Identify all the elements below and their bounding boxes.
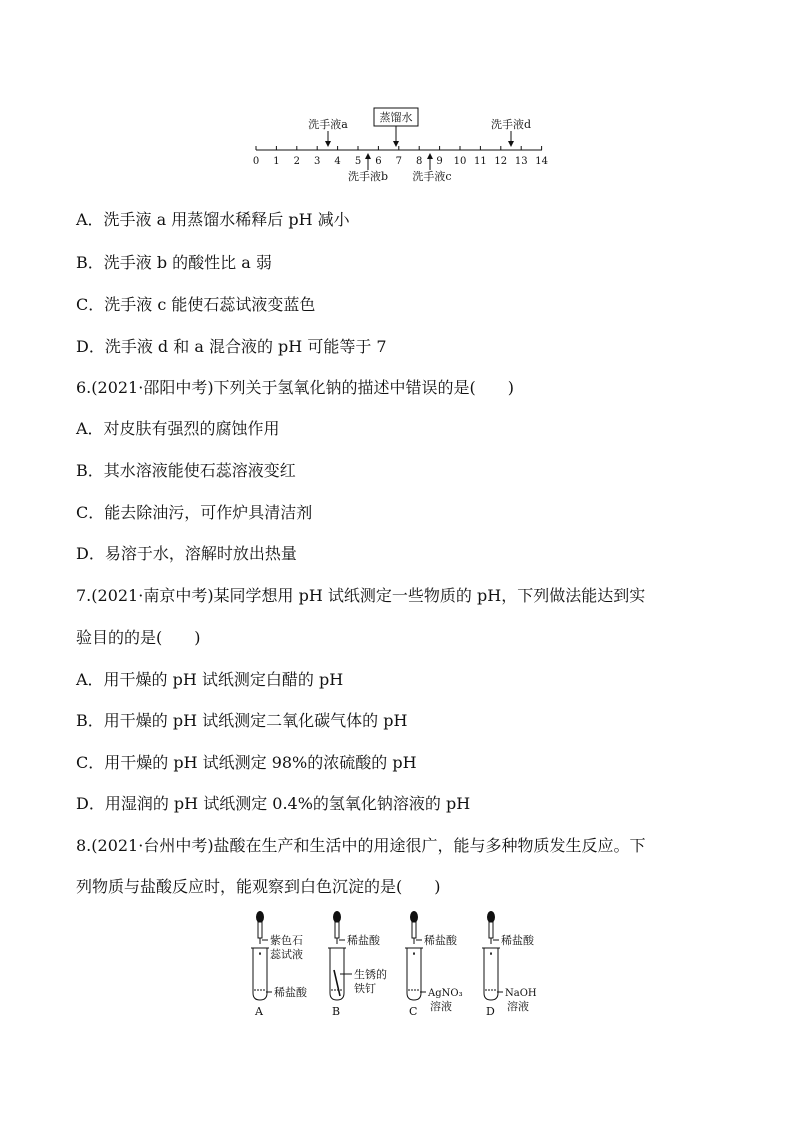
q7-option-c: C．用干燥的 pH 试纸测定 98%的浓硫酸的 pH (76, 753, 417, 772)
q8-stem-line2: 列物质与盐酸反应时，能观察到白色沉淀的是( ) (76, 877, 441, 896)
scale-tick-label: 1 (273, 156, 280, 167)
handwash-d-label: 洗手液d (490, 118, 532, 131)
tube-d (482, 911, 537, 1018)
q7-stem-line1: 7.(2021·南京中考)某同学想用 pH 试纸测定一些物质的 pH，下列做法能达到实 (76, 586, 646, 605)
scale-tick-label: 12 (494, 156, 508, 167)
tube-b-content-label: 生锈的 (354, 968, 387, 981)
test-tube-a (253, 948, 267, 1000)
scale-tick-label: 9 (436, 156, 443, 167)
handwash-d-arrowhead (508, 141, 514, 147)
dropper-tube-a (258, 922, 262, 938)
scale-tick-label: 3 (314, 156, 321, 167)
scale-tick-label: 10 (453, 156, 467, 167)
dropper-bulb-a (256, 911, 264, 923)
q8-stem-line1: 8.(2021·台州中考)盐酸在生产和生活中的用途很广，能与多种物质发生反应。下 (76, 836, 646, 855)
scale-tick-label: 4 (334, 156, 341, 167)
dropper-tube-b (335, 922, 339, 938)
tube-c-content-label: AgNO₃ (428, 988, 463, 999)
tube-c-letter: C (409, 1005, 418, 1018)
ph-scale-svg (240, 100, 560, 190)
test-tube-c (407, 948, 421, 1000)
tube-c-content-label2: 溶液 (430, 1000, 452, 1013)
test-tube-d (484, 948, 498, 1000)
tube-d-dropper-label: 稀盐酸 (501, 934, 534, 947)
scale-tick-label: 8 (416, 156, 423, 167)
tube-b-letter: B (332, 1005, 341, 1018)
tube-a-dropper-label: 紫色石 (270, 934, 303, 947)
tube-b (328, 911, 387, 1018)
q6-option-b: B．其水溶液能使石蕊溶液变红 (76, 461, 296, 480)
handwash-c-arrowhead (427, 153, 433, 159)
rusty-nail-b (334, 970, 340, 996)
q5-option-c: C．洗手液 c 能使石蕊试液变蓝色 (76, 295, 316, 314)
handwash-b-arrowhead (365, 153, 371, 159)
tube-a (251, 911, 308, 1018)
drop-d (490, 952, 492, 955)
scale-tick-label: 7 (395, 156, 402, 167)
q7-option-b: B．用干燥的 pH 试纸测定二氧化碳气体的 pH (76, 711, 408, 730)
tube-d-letter: D (486, 1005, 495, 1018)
q6-option-a: A．对皮肤有强烈的腐蚀作用 (76, 419, 280, 438)
q7-option-d: D．用湿润的 pH 试纸测定 0.4%的氢氧化钠溶液的 pH (76, 794, 471, 813)
scale-ticks (253, 146, 548, 167)
tube-b-content-label2: 铁钉 (354, 982, 376, 995)
dropper-bulb-d (487, 911, 495, 923)
tube-d-content-label2: 溶液 (507, 1000, 529, 1013)
q5-option-d: D．洗手液 d 和 a 混合液的 pH 可能等于 7 (76, 337, 387, 356)
distilled-water-arrowhead (393, 141, 399, 147)
tube-d-content-label: NaOH (505, 988, 537, 999)
scale-tick-label: 0 (252, 156, 260, 167)
dropper-bulb-c (410, 911, 418, 923)
q5-option-a: A．洗手液 a 用蒸馏水稀释后 pH 减小 (76, 210, 350, 229)
test-tubes-svg (240, 908, 560, 1020)
scale-tick-label: 14 (535, 156, 548, 167)
scale-tick-label: 6 (375, 156, 382, 167)
drop-c (413, 952, 415, 955)
scale-tick-label: 13 (514, 156, 528, 167)
ph-scale-figure (240, 100, 560, 190)
q6-option-c: C．能去除油污，可作炉具清洁剂 (76, 503, 313, 522)
scale-tick-label: 5 (354, 156, 362, 167)
q7-stem-line2: 验目的的是( ) (76, 628, 201, 647)
q5-option-b: B．洗手液 b 的酸性比 a 弱 (76, 253, 272, 272)
handwash-c-label: 洗手液c (412, 170, 452, 183)
scale-tick-label: 11 (474, 156, 487, 167)
handwash-a-arrowhead (325, 141, 331, 147)
dropper-tube-d (489, 922, 493, 938)
q6-stem: 6.(2021·邵阳中考)下列关于氢氧化钠的描述中错误的是( ) (76, 378, 515, 397)
tube-c (405, 911, 463, 1018)
distilled-water-label: 蒸馏水 (379, 111, 413, 124)
drop-a (259, 952, 261, 955)
tube-c-dropper-label: 稀盐酸 (424, 934, 457, 947)
dropper-tube-c (412, 922, 416, 938)
tube-a-dropper-label2: 蕊试液 (270, 948, 303, 961)
handwash-a-label: 洗手液a (308, 118, 348, 131)
test-tubes-figure (240, 908, 560, 1020)
tube-b-dropper-label: 稀盐酸 (347, 934, 380, 947)
q6-option-d: D．易溶于水，溶解时放出热量 (76, 544, 297, 563)
scale-tick-label: 2 (293, 156, 300, 167)
dropper-bulb-b (333, 911, 341, 923)
q7-option-a: A．用干燥的 pH 试纸测定白醋的 pH (76, 670, 344, 689)
handwash-b-label: 洗手液b (347, 170, 389, 183)
tube-a-content-label: 稀盐酸 (274, 986, 307, 999)
tube-a-letter: A (255, 1005, 263, 1018)
